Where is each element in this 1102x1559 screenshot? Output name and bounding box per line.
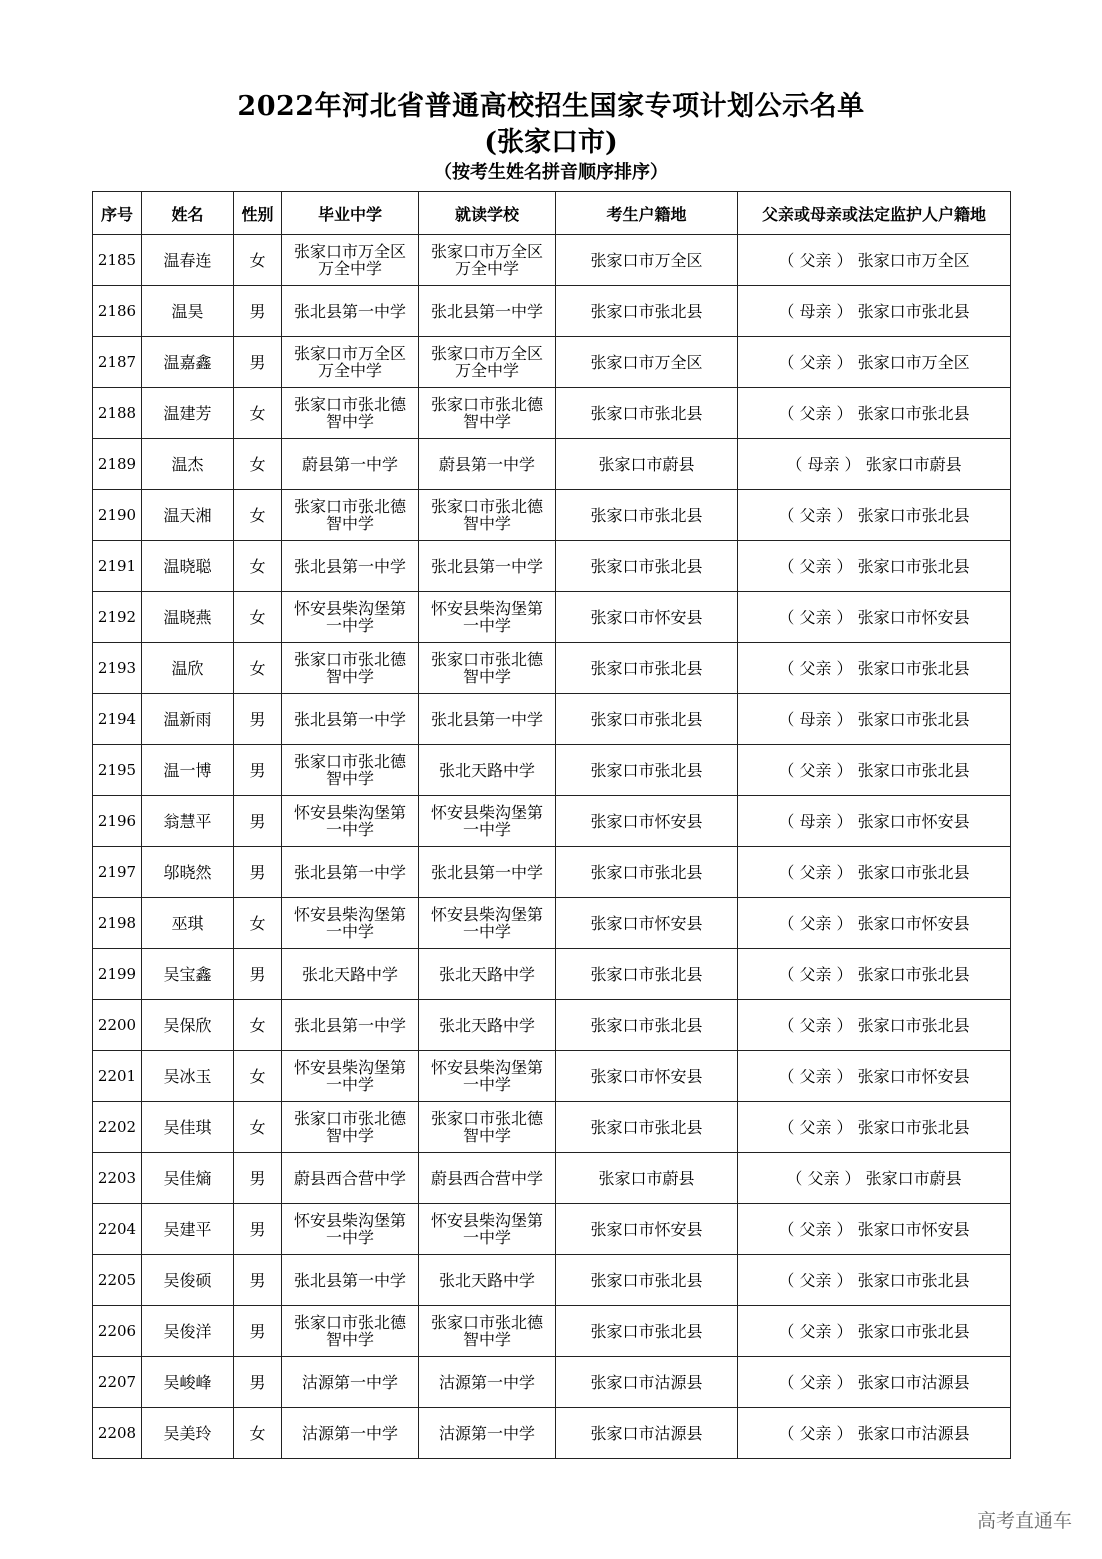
name-cell: 翁慧平 — [142, 796, 234, 847]
seq-cell: 2203 — [93, 1153, 142, 1204]
name-cell: 温晓燕 — [142, 592, 234, 643]
current-school-cell — [419, 541, 556, 592]
name-cell: 巫琪 — [142, 898, 234, 949]
guardian-residence-cell: （ 父亲 ） 张家口市沽源县 — [738, 1408, 1011, 1459]
graduated-school-cell — [282, 643, 419, 694]
guardian-residence-cell: （ 母亲 ） 张家口市张北县 — [738, 694, 1011, 745]
gender-cell: 女 — [234, 439, 282, 490]
current-school-cell-text: 怀安县柴沟堡第一中学 — [430, 1211, 543, 1247]
guardian-residence-cell: （ 父亲 ） 张家口市怀安县 — [738, 592, 1011, 643]
student-residence-cell: 张家口市蔚县 — [556, 439, 738, 490]
current-school-cell-text: 蔚县第一中学 — [438, 454, 535, 474]
graduated-school-cell — [282, 1000, 419, 1051]
guardian-residence-cell: （ 父亲 ） 张家口市张北县 — [738, 643, 1011, 694]
roster-table — [92, 191, 1011, 1459]
guardian-residence-cell: （ 父亲 ） 张家口市张北县 — [738, 745, 1011, 796]
column-header-name-col: 姓名 — [142, 192, 234, 235]
table-row — [93, 1204, 1011, 1255]
sort-note: （按考生姓名拼音顺序排序） — [434, 162, 668, 183]
seq-cell: 2202 — [93, 1102, 142, 1153]
current-school-cell-text: 张家口市张北德智中学 — [430, 497, 543, 533]
seq-cell: 2193 — [93, 643, 142, 694]
current-school-cell — [419, 490, 556, 541]
guardian-residence-cell: （ 父亲 ） 张家口市张北县 — [738, 388, 1011, 439]
seq-cell: 2200 — [93, 1000, 142, 1051]
current-school-cell-text: 怀安县柴沟堡第一中学 — [430, 803, 543, 839]
table-row — [93, 694, 1011, 745]
name-cell: 吴佳琪 — [142, 1102, 234, 1153]
graduated-school-cell-text: 张北县第一中学 — [293, 1015, 406, 1035]
name-cell: 温天湘 — [142, 490, 234, 541]
current-school-cell — [419, 745, 556, 796]
table-row — [93, 490, 1011, 541]
current-school-cell-text: 怀安县柴沟堡第一中学 — [430, 905, 543, 941]
student-residence-cell: 张家口市怀安县 — [556, 898, 738, 949]
graduated-school-cell — [282, 949, 419, 1000]
guardian-residence-cell: （ 父亲 ） 张家口市蔚县 — [738, 1153, 1011, 1204]
current-school-cell-text: 沽源第一中学 — [438, 1372, 535, 1392]
graduated-school-cell — [282, 439, 419, 490]
current-school-cell — [419, 847, 556, 898]
watermark: 高考直通车 — [976, 1510, 1072, 1532]
seq-cell: 2207 — [93, 1357, 142, 1408]
current-school-cell-text: 张北天路中学 — [438, 760, 535, 780]
gender-cell: 男 — [234, 796, 282, 847]
table-header — [93, 192, 1011, 235]
guardian-residence-cell: （ 父亲 ） 张家口市张北县 — [738, 949, 1011, 1000]
gender-cell: 女 — [234, 1000, 282, 1051]
gender-cell: 男 — [234, 694, 282, 745]
current-school-cell-text: 张家口市万全区万全中学 — [430, 344, 543, 380]
table-row — [93, 847, 1011, 898]
name-cell: 吴保欣 — [142, 1000, 234, 1051]
table-body — [93, 235, 1011, 1459]
student-residence-cell: 张家口市张北县 — [556, 1255, 738, 1306]
table-row — [93, 643, 1011, 694]
current-school-cell — [419, 898, 556, 949]
student-residence-cell: 张家口市怀安县 — [556, 1204, 738, 1255]
column-header-current-school-col: 就读学校 — [419, 192, 556, 235]
name-cell: 吴美玲 — [142, 1408, 234, 1459]
seq-cell: 2188 — [93, 388, 142, 439]
seq-cell: 2191 — [93, 541, 142, 592]
title-block — [0, 88, 1102, 186]
gender-cell: 男 — [234, 286, 282, 337]
student-residence-cell: 张家口市张北县 — [556, 1000, 738, 1051]
gender-cell: 男 — [234, 337, 282, 388]
student-residence-cell: 张家口市怀安县 — [556, 796, 738, 847]
name-cell: 温新雨 — [142, 694, 234, 745]
graduated-school-cell — [282, 1357, 419, 1408]
graduated-school-cell — [282, 1255, 419, 1306]
graduated-school-cell — [282, 490, 419, 541]
student-residence-cell: 张家口市万全区 — [556, 235, 738, 286]
gender-cell: 女 — [234, 643, 282, 694]
current-school-cell — [419, 388, 556, 439]
current-school-cell-text: 张北天路中学 — [438, 964, 535, 984]
current-school-cell — [419, 439, 556, 490]
guardian-residence-cell: （ 父亲 ） 张家口市怀安县 — [738, 1204, 1011, 1255]
current-school-cell-text: 张北县第一中学 — [430, 301, 543, 321]
table-row — [93, 1000, 1011, 1051]
guardian-residence-cell: （ 父亲 ） 张家口市怀安县 — [738, 898, 1011, 949]
graduated-school-cell-text: 怀安县柴沟堡第一中学 — [293, 1211, 406, 1247]
graduated-school-cell-text: 张北县第一中学 — [293, 862, 406, 882]
seq-cell: 2189 — [93, 439, 142, 490]
gender-cell: 男 — [234, 949, 282, 1000]
name-cell: 吴建平 — [142, 1204, 234, 1255]
table-row — [93, 439, 1011, 490]
table-row — [93, 1051, 1011, 1102]
name-cell: 吴峻峰 — [142, 1357, 234, 1408]
gender-cell: 女 — [234, 1408, 282, 1459]
table-row — [93, 592, 1011, 643]
student-residence-cell: 张家口市张北县 — [556, 1306, 738, 1357]
student-residence-cell: 张家口市张北县 — [556, 388, 738, 439]
student-residence-cell: 张家口市张北县 — [556, 643, 738, 694]
table-row — [93, 541, 1011, 592]
table-row — [93, 1153, 1011, 1204]
seq-cell: 2197 — [93, 847, 142, 898]
student-residence-cell: 张家口市张北县 — [556, 949, 738, 1000]
gender-cell: 男 — [234, 1306, 282, 1357]
gender-cell: 女 — [234, 898, 282, 949]
table-row — [93, 1255, 1011, 1306]
column-header-guardian-residence-col: 父亲或母亲或法定监护人户籍地 — [738, 192, 1011, 235]
table-row — [93, 235, 1011, 286]
current-school-cell — [419, 1306, 556, 1357]
seq-cell: 2186 — [93, 286, 142, 337]
gender-cell: 男 — [234, 1357, 282, 1408]
student-residence-cell: 张家口市张北县 — [556, 694, 738, 745]
seq-cell: 2198 — [93, 898, 142, 949]
table-row — [93, 388, 1011, 439]
current-school-cell-text: 蔚县西合营中学 — [430, 1168, 543, 1188]
graduated-school-cell-text: 怀安县柴沟堡第一中学 — [293, 599, 406, 635]
graduated-school-cell-text: 张北县第一中学 — [293, 556, 406, 576]
column-header-graduated-school-col: 毕业中学 — [282, 192, 419, 235]
seq-cell: 2185 — [93, 235, 142, 286]
seq-cell: 2195 — [93, 745, 142, 796]
name-cell: 吴宝鑫 — [142, 949, 234, 1000]
guardian-residence-cell: （ 父亲 ） 张家口市万全区 — [738, 337, 1011, 388]
gender-cell: 男 — [234, 1204, 282, 1255]
graduated-school-cell-text: 张家口市万全区万全中学 — [293, 242, 406, 278]
graduated-school-cell-text: 张家口市张北德智中学 — [293, 1313, 406, 1349]
gender-cell: 女 — [234, 235, 282, 286]
page-subtitle: (张家口市) — [484, 127, 618, 158]
student-residence-cell: 张家口市怀安县 — [556, 592, 738, 643]
gender-cell: 女 — [234, 541, 282, 592]
name-cell: 吴俊硕 — [142, 1255, 234, 1306]
current-school-cell-text: 张北县第一中学 — [430, 709, 543, 729]
graduated-school-cell — [282, 1408, 419, 1459]
table-row — [93, 286, 1011, 337]
current-school-cell — [419, 286, 556, 337]
graduated-school-cell-text: 张北天路中学 — [301, 964, 398, 984]
guardian-residence-cell: （ 父亲 ） 张家口市万全区 — [738, 235, 1011, 286]
current-school-cell — [419, 592, 556, 643]
guardian-residence-cell: （ 父亲 ） 张家口市怀安县 — [738, 1051, 1011, 1102]
seq-cell: 2201 — [93, 1051, 142, 1102]
table-row — [93, 1357, 1011, 1408]
current-school-cell-text: 张家口市万全区万全中学 — [430, 242, 543, 278]
graduated-school-cell-text: 张家口市张北德智中学 — [293, 1109, 406, 1145]
current-school-cell — [419, 1204, 556, 1255]
name-cell: 温春连 — [142, 235, 234, 286]
seq-cell: 2199 — [93, 949, 142, 1000]
table-row — [93, 1306, 1011, 1357]
seq-cell: 2187 — [93, 337, 142, 388]
gender-cell: 女 — [234, 1051, 282, 1102]
table-row — [93, 745, 1011, 796]
current-school-cell-text: 张北天路中学 — [438, 1015, 535, 1035]
name-cell: 吴冰玉 — [142, 1051, 234, 1102]
guardian-residence-cell: （ 父亲 ） 张家口市沽源县 — [738, 1357, 1011, 1408]
graduated-school-cell-text: 张家口市张北德智中学 — [293, 650, 406, 686]
graduated-school-cell — [282, 847, 419, 898]
graduated-school-cell-text: 沽源第一中学 — [301, 1372, 398, 1392]
name-cell: 温一博 — [142, 745, 234, 796]
graduated-school-cell-text: 怀安县柴沟堡第一中学 — [293, 1058, 406, 1094]
graduated-school-cell — [282, 694, 419, 745]
gender-cell: 男 — [234, 745, 282, 796]
graduated-school-cell — [282, 337, 419, 388]
seq-cell: 2190 — [93, 490, 142, 541]
name-cell: 温嘉鑫 — [142, 337, 234, 388]
guardian-residence-cell: （ 父亲 ） 张家口市张北县 — [738, 1255, 1011, 1306]
current-school-cell-text: 怀安县柴沟堡第一中学 — [430, 599, 543, 635]
gender-cell: 男 — [234, 847, 282, 898]
seq-cell: 2192 — [93, 592, 142, 643]
table-row — [93, 1408, 1011, 1459]
current-school-cell — [419, 1000, 556, 1051]
current-school-cell-text: 张家口市张北德智中学 — [430, 395, 543, 431]
guardian-residence-cell: （ 父亲 ） 张家口市张北县 — [738, 1306, 1011, 1357]
current-school-cell-text: 怀安县柴沟堡第一中学 — [430, 1058, 543, 1094]
current-school-cell-text: 张北县第一中学 — [430, 556, 543, 576]
graduated-school-cell-text: 张北县第一中学 — [293, 1270, 406, 1290]
student-residence-cell: 张家口市沽源县 — [556, 1408, 738, 1459]
graduated-school-cell — [282, 1306, 419, 1357]
graduated-school-cell — [282, 592, 419, 643]
name-cell: 温建芳 — [142, 388, 234, 439]
current-school-cell — [419, 949, 556, 1000]
graduated-school-cell — [282, 1051, 419, 1102]
seq-cell: 2206 — [93, 1306, 142, 1357]
current-school-cell — [419, 1153, 556, 1204]
current-school-cell-text: 张家口市张北德智中学 — [430, 1313, 543, 1349]
current-school-cell-text: 张北天路中学 — [438, 1270, 535, 1290]
graduated-school-cell-text: 怀安县柴沟堡第一中学 — [293, 905, 406, 941]
current-school-cell — [419, 1357, 556, 1408]
seq-cell: 2205 — [93, 1255, 142, 1306]
column-header-gender-col: 性别 — [234, 192, 282, 235]
gender-cell: 女 — [234, 490, 282, 541]
graduated-school-cell — [282, 1204, 419, 1255]
current-school-cell — [419, 643, 556, 694]
name-cell: 邬晓然 — [142, 847, 234, 898]
name-cell: 温昊 — [142, 286, 234, 337]
graduated-school-cell-text: 张家口市张北德智中学 — [293, 752, 406, 788]
table-row — [93, 796, 1011, 847]
student-residence-cell: 张家口市张北县 — [556, 541, 738, 592]
gender-cell: 女 — [234, 1102, 282, 1153]
student-residence-cell: 张家口市怀安县 — [556, 1051, 738, 1102]
graduated-school-cell-text: 蔚县西合营中学 — [293, 1168, 406, 1188]
guardian-residence-cell: （ 父亲 ） 张家口市张北县 — [738, 1102, 1011, 1153]
gender-cell: 男 — [234, 1255, 282, 1306]
guardian-residence-cell: （ 父亲 ） 张家口市张北县 — [738, 847, 1011, 898]
current-school-cell — [419, 1255, 556, 1306]
graduated-school-cell — [282, 1102, 419, 1153]
name-cell: 温欣 — [142, 643, 234, 694]
seq-cell: 2196 — [93, 796, 142, 847]
current-school-cell-text: 沽源第一中学 — [438, 1423, 535, 1443]
guardian-residence-cell: （ 父亲 ） 张家口市张北县 — [738, 490, 1011, 541]
gender-cell: 男 — [234, 1153, 282, 1204]
student-residence-cell: 张家口市沽源县 — [556, 1357, 738, 1408]
current-school-cell-text: 张家口市张北德智中学 — [430, 1109, 543, 1145]
current-school-cell — [419, 796, 556, 847]
current-school-cell — [419, 1408, 556, 1459]
student-residence-cell: 张家口市蔚县 — [556, 1153, 738, 1204]
seq-cell: 2194 — [93, 694, 142, 745]
current-school-cell — [419, 1102, 556, 1153]
graduated-school-cell — [282, 541, 419, 592]
seq-cell: 2204 — [93, 1204, 142, 1255]
page-title: 2022年河北省普通高校招生国家专项计划公示名单 — [237, 91, 865, 122]
column-header-student-residence-col: 考生户籍地 — [556, 192, 738, 235]
graduated-school-cell — [282, 235, 419, 286]
gender-cell: 女 — [234, 388, 282, 439]
name-cell: 吴俊洋 — [142, 1306, 234, 1357]
guardian-residence-cell: （ 父亲 ） 张家口市张北县 — [738, 541, 1011, 592]
table-row — [93, 337, 1011, 388]
current-school-cell — [419, 1051, 556, 1102]
current-school-cell — [419, 337, 556, 388]
graduated-school-cell-text: 怀安县柴沟堡第一中学 — [293, 803, 406, 839]
name-cell: 温晓聪 — [142, 541, 234, 592]
graduated-school-cell-text: 沽源第一中学 — [301, 1423, 398, 1443]
graduated-school-cell — [282, 898, 419, 949]
student-residence-cell: 张家口市张北县 — [556, 1102, 738, 1153]
student-residence-cell: 张家口市张北县 — [556, 745, 738, 796]
table-row — [93, 898, 1011, 949]
header-row — [93, 192, 1011, 235]
current-school-cell-text: 张北县第一中学 — [430, 862, 543, 882]
graduated-school-cell — [282, 286, 419, 337]
guardian-residence-cell: （ 母亲 ） 张家口市张北县 — [738, 286, 1011, 337]
graduated-school-cell-text: 张北县第一中学 — [293, 301, 406, 321]
current-school-cell-text: 张家口市张北德智中学 — [430, 650, 543, 686]
student-residence-cell: 张家口市张北县 — [556, 490, 738, 541]
graduated-school-cell-text: 张家口市张北德智中学 — [293, 497, 406, 533]
graduated-school-cell-text: 张家口市张北德智中学 — [293, 395, 406, 431]
current-school-cell — [419, 235, 556, 286]
table-row — [93, 949, 1011, 1000]
graduated-school-cell-text: 张北县第一中学 — [293, 709, 406, 729]
name-cell: 温杰 — [142, 439, 234, 490]
name-cell: 吴佳熵 — [142, 1153, 234, 1204]
graduated-school-cell — [282, 796, 419, 847]
graduated-school-cell-text: 张家口市万全区万全中学 — [293, 344, 406, 380]
seq-cell: 2208 — [93, 1408, 142, 1459]
student-residence-cell: 张家口市万全区 — [556, 337, 738, 388]
guardian-residence-cell: （ 父亲 ） 张家口市张北县 — [738, 1000, 1011, 1051]
graduated-school-cell-text: 蔚县第一中学 — [301, 454, 398, 474]
graduated-school-cell — [282, 1153, 419, 1204]
table-row — [93, 1102, 1011, 1153]
student-residence-cell: 张家口市张北县 — [556, 286, 738, 337]
student-residence-cell: 张家口市张北县 — [556, 847, 738, 898]
column-header-seq-col: 序号 — [93, 192, 142, 235]
graduated-school-cell — [282, 388, 419, 439]
current-school-cell — [419, 694, 556, 745]
gender-cell: 女 — [234, 592, 282, 643]
graduated-school-cell — [282, 745, 419, 796]
guardian-residence-cell: （ 母亲 ） 张家口市蔚县 — [738, 439, 1011, 490]
guardian-residence-cell: （ 母亲 ） 张家口市怀安县 — [738, 796, 1011, 847]
